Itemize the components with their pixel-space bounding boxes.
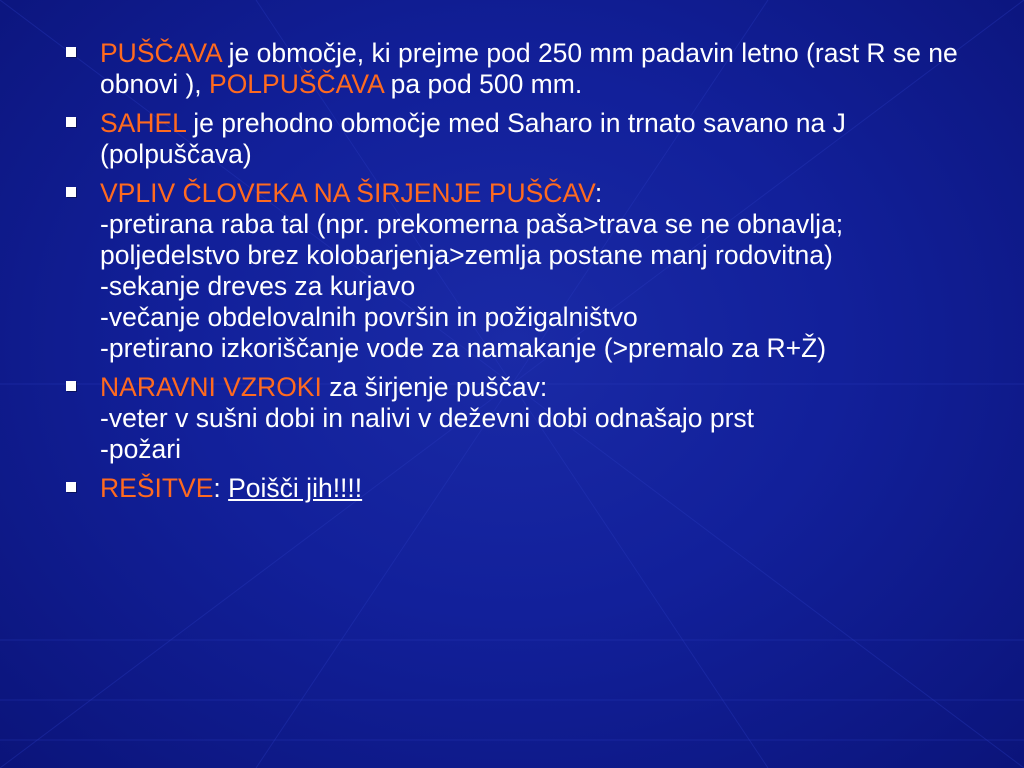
item-text: : — [594, 178, 603, 208]
term-sahel: SAHEL — [100, 108, 186, 138]
item-text: je območje, ki prejme pod 250 mm padavin letno (rast R se ne obnovi ), — [100, 38, 958, 99]
item-text: je prehodno območje med Saharo in trnato savano na J (polpuščava) — [100, 108, 846, 169]
find-them-link[interactable]: Poišči jih!!!! — [228, 473, 363, 503]
sub-line: -večanje obdelovalnih površin in požigalništvo — [100, 302, 638, 332]
bullet-list — [66, 38, 966, 512]
term-puscava: PUŠČAVA — [100, 38, 222, 68]
list-item — [66, 473, 966, 504]
term-human-impact: VPLIV ČLOVEKA NA ŠIRJENJE PUŠČAV — [100, 178, 595, 208]
sub-line: -požari — [100, 434, 182, 464]
item-text: pa pod 500 mm. — [383, 69, 583, 99]
sub-line: -sekanje dreves za kurjavo — [100, 271, 416, 301]
square-bullet-icon — [66, 187, 76, 197]
list-item — [66, 38, 966, 100]
term-polpuscava: POLPUŠČAVA — [209, 69, 384, 99]
square-bullet-icon — [66, 381, 76, 391]
term-solutions: REŠITVE — [100, 473, 214, 503]
sub-line: -pretirano izkoriščanje vode za namakanje (>premalo za R+Ž) — [100, 333, 827, 363]
square-bullet-icon — [66, 482, 76, 492]
term-natural-causes: NARAVNI VZROKI — [100, 372, 322, 402]
list-item — [66, 108, 966, 170]
item-text: za širjenje puščav: — [321, 372, 548, 402]
item-text: : — [213, 473, 229, 503]
square-bullet-icon — [66, 47, 76, 57]
sub-line: -pretirana raba tal (npr. prekomerna paša>trava se ne obnavlja; poljedelstvo brez kolobarjenja>zemlja postane manj rodovitna) — [100, 209, 844, 270]
list-item — [66, 372, 966, 465]
list-item — [66, 178, 966, 364]
sub-line: -veter v sušni dobi in nalivi v deževni dobi odnašajo prst — [100, 403, 755, 433]
square-bullet-icon — [66, 117, 76, 127]
